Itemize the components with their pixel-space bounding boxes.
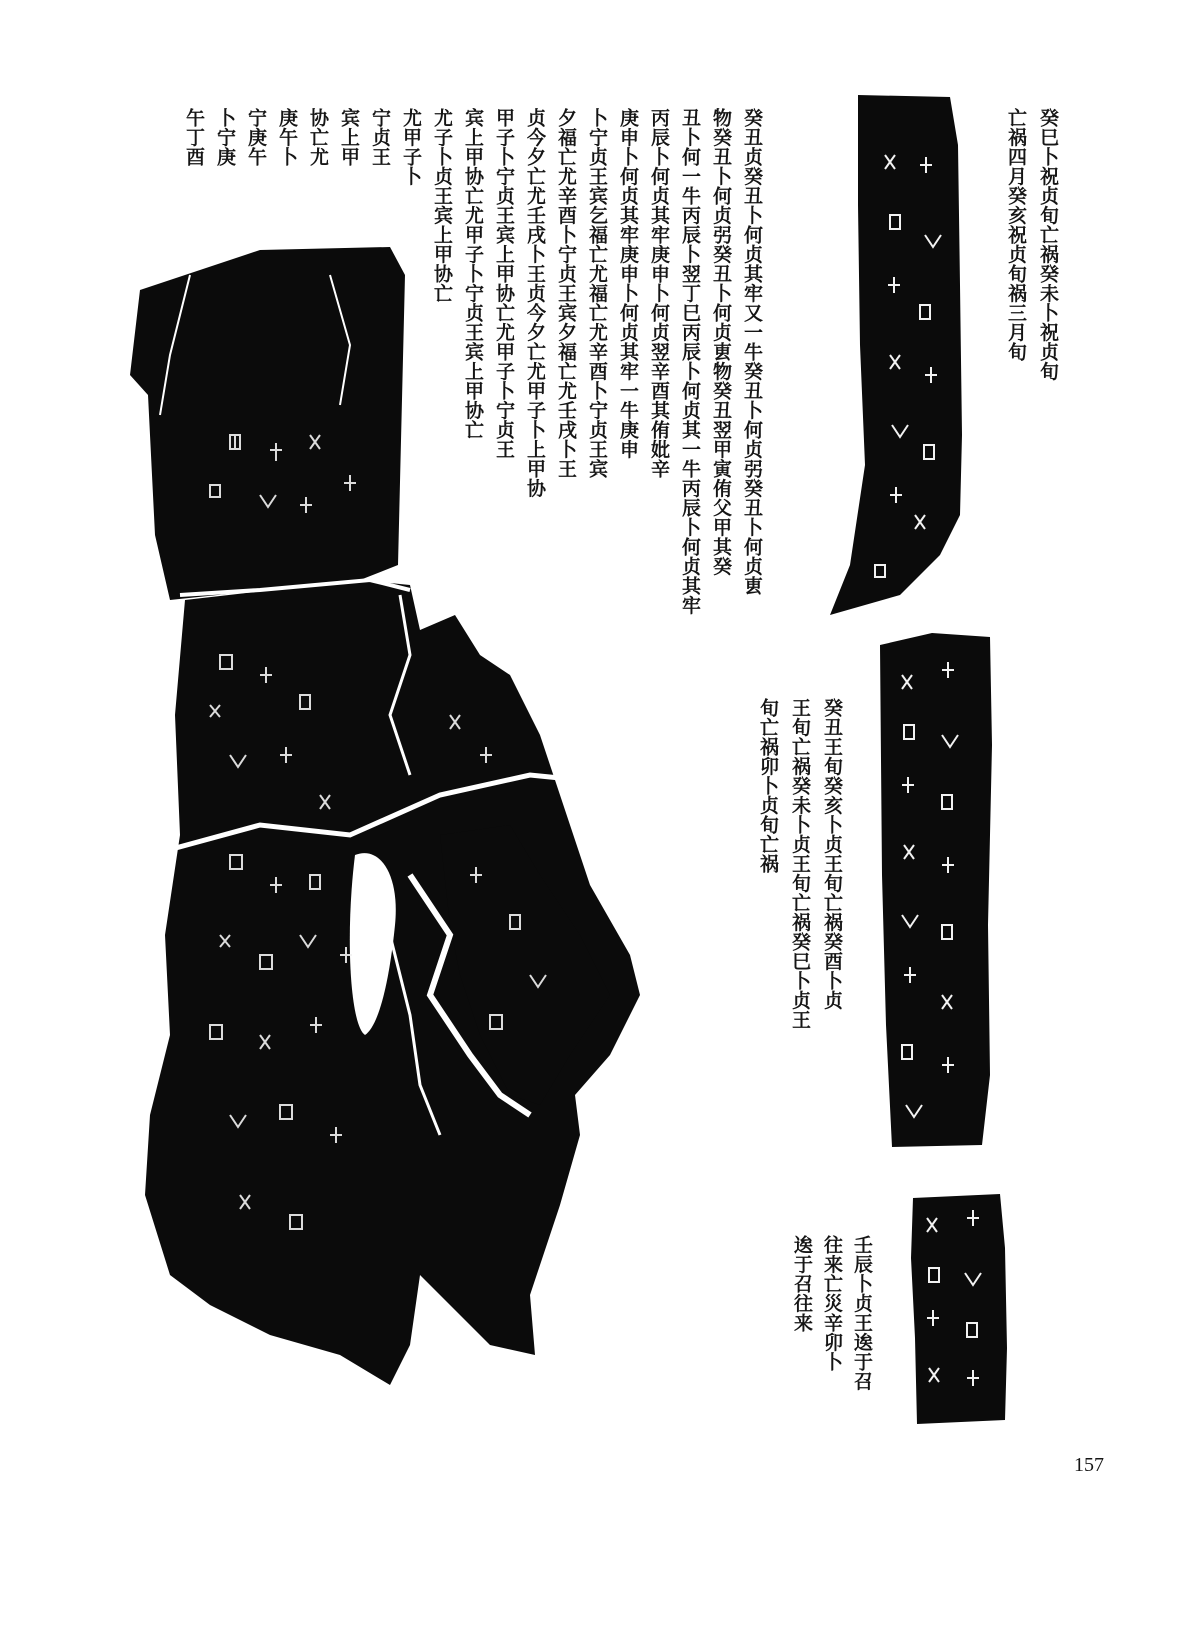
main-transcription-column: 贞今夕亡尤壬戌卜王贞今夕亡尤甲子卜上甲协 [524, 108, 546, 498]
middle-right-rubbing [872, 625, 1002, 1155]
middle-right-rubbing-image [872, 625, 1002, 1155]
main-transcription-column: 宾上甲协亡尤甲子卜宁贞王宾上甲协亡 [462, 108, 484, 440]
main-transcription-column: 尤甲子卜 [400, 108, 422, 186]
top-right-rubbing-image [820, 85, 970, 625]
page-number: 157 [1074, 1454, 1104, 1476]
bottom-right-transcription-column: 壬辰卜贞王逘于召 [851, 1235, 873, 1391]
middle-right-transcription-column: 旬亡祸卯卜贞旬亡祸 [757, 698, 779, 874]
middle-right-transcription-column: 王旬亡祸癸未卜贞王旬亡祸癸巳卜贞王 [789, 698, 811, 1030]
main-transcription-column: 宾上甲 [338, 108, 360, 167]
main-transcription-column: 庚申卜何贞其牢庚申卜何贞其牢一牛庚申 [617, 108, 639, 459]
main-transcription-column: 午丁酉 [183, 108, 205, 167]
main-transcription-column: 卜宁贞王宾乞福亡尤福亡尤辛酉卜宁贞王宾 [586, 108, 608, 479]
main-transcription-column: 宁庚午 [245, 108, 267, 167]
middle-right-transcription-column: 癸丑王旬癸亥卜贞王旬亡祸癸酉卜贞 [821, 698, 843, 1010]
bottom-right-rubbing [905, 1188, 1015, 1428]
main-transcription-column: 甲子卜宁贞王宾上甲协亡尤甲子卜宁贞王 [493, 108, 515, 459]
main-transcription-column: 尤子卜贞王宾上甲协亡 [431, 108, 453, 303]
main-transcription-column: 丙辰卜何贞其牢庚申卜何贞翌辛酉其侑妣辛 [648, 108, 670, 479]
main-transcription-column: 协亡尤 [307, 108, 329, 167]
bottom-right-transcription-column: 往来亡災辛卯卜 [821, 1235, 843, 1372]
main-transcription-column: 卜宁庚 [214, 108, 236, 167]
top-right-rubbing [820, 85, 970, 625]
main-transcription-column: 宁贞王 [369, 108, 391, 167]
bottom-right-rubbing-image [905, 1188, 1015, 1428]
main-transcription-column: 夕福亡尤辛酉卜宁贞王宾夕福亡尤壬戌卜王 [555, 108, 577, 479]
main-transcription-column: 癸丑贞癸丑卜何贞其牢又一牛癸丑卜何贞弜癸丑卜何贞叀 [741, 108, 763, 596]
main-transcription-column: 物癸丑卜何贞弜癸丑卜何贞叀物癸丑翌甲寅侑父甲其癸 [710, 108, 732, 576]
main-transcription-column: 庚午卜 [276, 108, 298, 167]
bottom-right-transcription-column: 逘于召往来 [791, 1235, 813, 1333]
main-transcription-column: 丑卜何一牛丙辰卜翌丁巳丙辰卜何贞其一牛丙辰卜何贞其牢 [679, 108, 701, 615]
top-right-transcription-column: 癸巳卜祝贞旬亡祸癸未卜祝贞旬 [1037, 108, 1059, 381]
top-right-transcription-column: 亡祸四月癸亥祝贞旬祸三月旬 [1005, 108, 1027, 362]
